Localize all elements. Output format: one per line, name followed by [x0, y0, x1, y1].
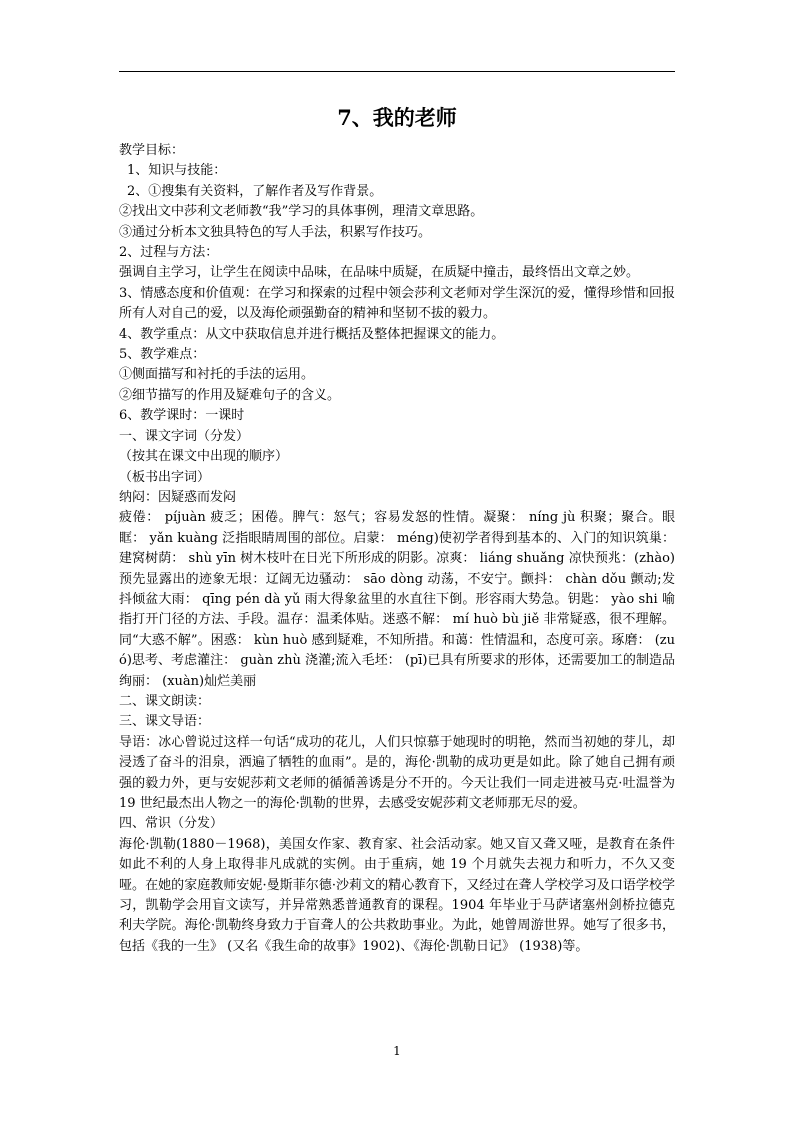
section-heading: 一、课文字词（分发）: [119, 428, 250, 444]
text-line: 教学目标：: [119, 143, 185, 158]
document-body: [119, 141, 675, 957]
text-line: ①侧面描写和衬托的手法的运用。: [119, 367, 315, 383]
text-line: 1、知识与技能：: [127, 163, 227, 179]
section-heading: 二、课文朗读：: [119, 693, 211, 709]
text-line: 纳闷：因疑惑而发闷: [119, 489, 237, 505]
text-line: （按其在课文中出现的顺序）: [119, 449, 289, 465]
text-line: 强调自主学习，让学生在阅读中品味，在品味中质疑，在质疑中撞击，最终悟出文章之妙。: [119, 265, 640, 281]
text-line: （板书出字词）: [119, 469, 211, 485]
text-line: 3、情感态度和价值观：在学习和探索的过程中领会莎利文老师对学生深沉的爱，懂得珍惜和回报所有人对自己的爱，以及海伦顽强勤奋的精神和坚韧不拔的毅力。: [119, 285, 675, 322]
text-line: 6、教学课时：一课时: [119, 408, 245, 424]
text-line: 2、①搜集有关资料，了解作者及写作背景。: [127, 183, 383, 199]
section-heading: 四、常识（分发）: [119, 816, 224, 832]
header-rule: [119, 71, 675, 72]
text-line: 2、过程与方法：: [119, 245, 219, 261]
text-line: ②找出文中莎利文老师教“我”学习的具体事例，理清文章思路。: [119, 204, 484, 220]
text-line: 4、教学重点：从文中获取信息并进行概括及整体把握课文的能力。: [119, 326, 505, 342]
section-heading: 三、课文导语：: [119, 714, 211, 730]
page-title: 7、我的老师: [337, 105, 457, 130]
text-line: 5、教学难点：: [119, 347, 206, 363]
text-line: ③通过分析本文独具特色的写人手法，积累写作技巧。: [119, 224, 432, 240]
intro-paragraph: 导语：冰心曾说过这样一句话“成功的花儿，人们只惊慕于她现时的明艳，然而当初她的芽儿，却浸透了奋斗的泪泉，洒遍了牺牲的血雨”。是的，海伦·凯勒的成功更是如此。除了她自己拥有顽强的毅力外，更与安妮莎莉文老师的循循善诱是分不开的。今天让我们一同走进被马克·吐温誉为 19 世纪最杰出人物之一的海伦·凯勒的世界，去感受安妮莎莉文老师那无尽的爱。: [119, 734, 675, 811]
page-number: 1: [393, 1044, 401, 1058]
background-paragraph: 海伦·凯勒(1880－1968)，美国女作家、教育家、社会活动家。她又盲又聋又哑，是教育在条件如此不利的人身上取得非凡成就的实例。由于重病，她 19 个月就失去视力和听力，不久又变哑。在她的家庭教师安妮·曼斯菲尔德·沙莉文的精心教育下，又经过在聋人学校学习及口语学校学习，凯勒学会用盲文读写，并异常熟悉普通教育的课程。1904 年毕业于马萨诸塞州剑桥拉德克利夫学院。海伦·凯勒终身致力于盲聋人的公共救助事业。为此，她曾周游世界。她写了很多书，包括《我的一生》 (又名《我生命的故事》1902)、《海伦·凯勒日记》 (1938)等。: [119, 836, 675, 954]
vocabulary-paragraph: 疲倦： píjuàn 疲乏；困倦。脾气：怒气；容易发怒的性情。凝聚： níng jù 积聚；聚合。眼眶： yǎn kuàng 泛指眼睛周围的部位。启蒙： méng)使初学者得到基本的、入门的知识筑巢：建窝树荫： shù yīn 树木枝叶在日光下所形成的阴影。凉爽： liáng shuǎng 凉快预兆：(zhào)预先显露出的迹象无垠：辽阔无边骚动： sāo dòng 动荡，不安宁。颤抖： chàn dǒu 颤动;发抖倾盆大雨： qīng pén dà yǔ 雨大得象盆里的水直往下倒。形容雨大势急。钥匙： yào shi 喻指打开门径的方法、手段。温存：温柔体贴。迷惑不解： mí huò bù jiě 非常疑惑，很不理解。同“大惑不解”。困惑： kùn huò 感到疑难，不知所措。和蔼：性情温和，态度可亲。琢磨： (zuó)思考、考虑灌注： guàn zhù 浇灌;流入毛坯： (pī)已具有所要求的形体，还需要加工的制造品 绚丽： (xuàn)灿烂美丽: [119, 510, 675, 689]
text-line: ②细节描写的作用及疑难句子的含义。: [119, 387, 341, 403]
